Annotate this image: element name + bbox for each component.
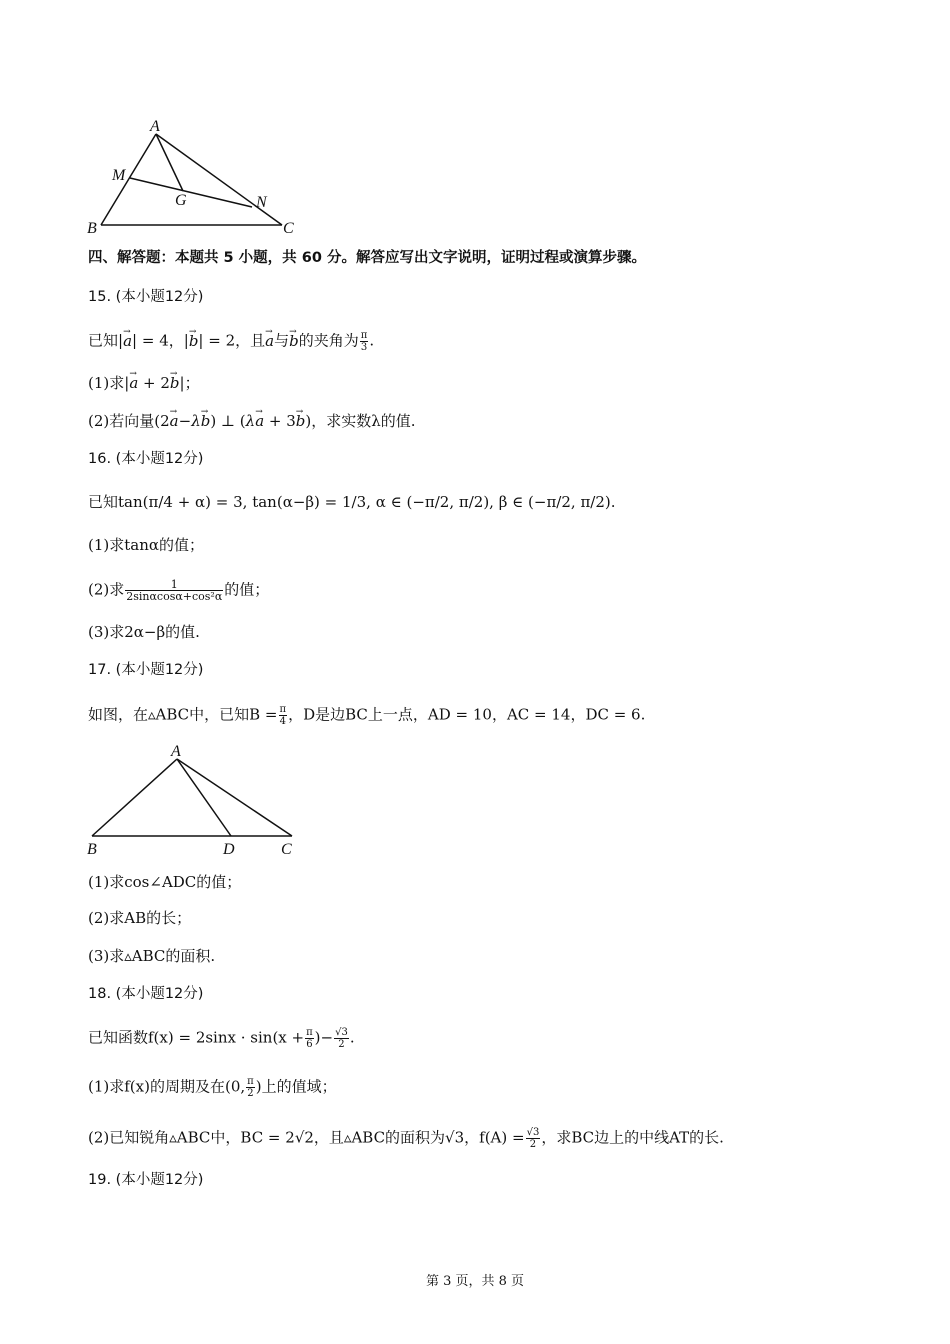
q18-part1: (1)求f(x)的周期及在(0, $\frac{\pi}{2}$ )上的值域； — [88, 1076, 337, 1099]
label-c: C — [281, 841, 292, 858]
segment-ab — [92, 759, 177, 836]
q18-part2: (2)已知锐角▵ABC中，BC = 2√2，且▵ABC的面积为√3，f(A) = $\frac{√3}{2}$ ，求BC边上的中线AT的长. — [88, 1127, 724, 1150]
label-a: A — [150, 118, 160, 135]
segment-ag — [156, 134, 183, 191]
q17-given: 如图，在▵ABC中，已知B = $\frac{\pi}{4}$ ，D是边BC上一点，AD = 10，AC = 14，DC = 6. — [88, 704, 646, 727]
q16-part2: (2)求 $\frac{1}{\text{2sinαcosα+cos²α}}$ 的值； — [88, 578, 270, 603]
q16-part1: (1)求tanα的值； — [88, 536, 205, 554]
q16-given: 已知tan(π/4 + α) = 3, tan(α−β) = 1/3, α ∈ (−π/2, π/2), β ∈ (−π/2, π/2). — [88, 493, 616, 511]
q16-part3: (3)求2α−β的值. — [88, 623, 200, 641]
label-g: G — [175, 192, 187, 209]
segment-ac — [177, 759, 292, 836]
q17-header: 17. (本小题12分) — [88, 662, 204, 678]
segment-mn — [130, 178, 252, 207]
figure-triangle-abdc — [80, 738, 310, 863]
label-c: C — [283, 220, 294, 237]
segment-ad — [177, 759, 231, 836]
q15-part1: (1)求|→ a + 2→ b|； — [88, 373, 200, 393]
page-footer: 第 3 页，共 8 页 — [425, 1274, 525, 1289]
q15-given: 已知|→ a| = 4，|→ b| = 2，且→ a与→ b的夹角为 $\frac{\pi}{3}$ . — [88, 330, 374, 353]
segment-ab — [101, 134, 156, 225]
q18-header: 18. (本小题12分) — [88, 986, 204, 1002]
q16-header: 16. (本小题12分) — [88, 451, 204, 467]
q19-header: 19. (本小题12分) — [88, 1172, 204, 1188]
q17-part1: (1)求cos∠ADC的值； — [88, 873, 242, 891]
label-d: D — [223, 841, 235, 858]
segment-ac — [156, 134, 282, 225]
q15-part2: (2)若向量(2→ a−λ→ b) ⊥ (λ→ a + 3→ b)，求实数λ的值. — [88, 411, 416, 431]
q17-part3: (3)求▵ABC的面积. — [88, 947, 216, 965]
section-heading: 四、解答题：本题共 5 小题，共 60 分。解答应写出文字说明，证明过程或演算步骤。 — [88, 250, 646, 266]
q15-header: 15. (本小题12分) — [88, 289, 204, 305]
label-m: M — [112, 167, 126, 184]
label-a: A — [171, 743, 181, 760]
label-b: B — [87, 841, 97, 858]
label-b: B — [87, 220, 97, 237]
figure-triangle-amgn — [80, 112, 310, 242]
label-n: N — [256, 194, 267, 211]
q17-part2: (2)求AB的长； — [88, 909, 192, 927]
q18-given: 已知函数f(x) = 2sinx · sin(x + $\frac{\pi}{6}$ )− $\frac{√3}{2}$ . — [88, 1027, 355, 1050]
